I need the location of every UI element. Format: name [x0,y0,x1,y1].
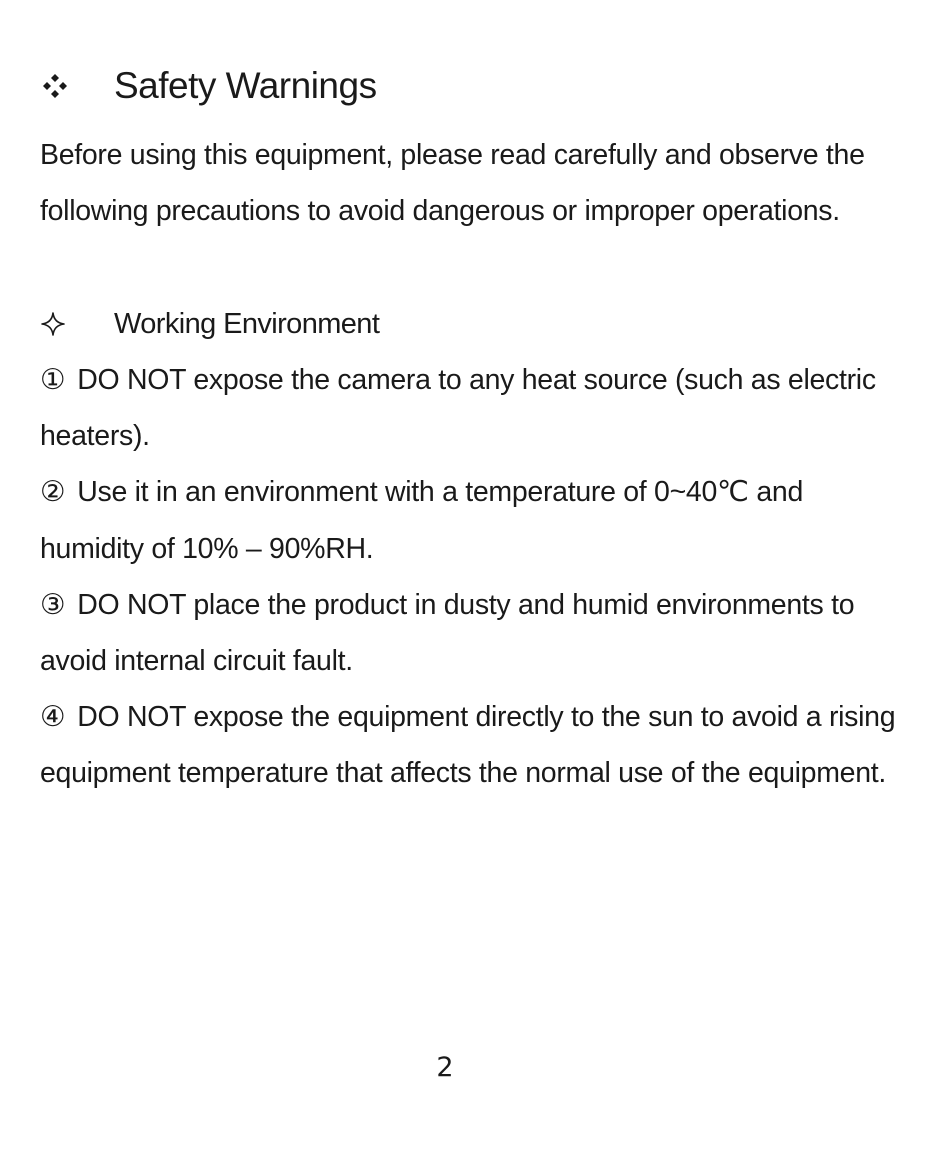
four-diamond-bullet-icon [40,71,70,101]
item-text: Use it in an environment with a temperature of 0~40℃ and humidity of 10% – 90%RH. [40,476,803,565]
list-item [40,352,910,464]
four-point-star-outline-icon [40,311,66,337]
subsection-heading [40,296,379,352]
page-title: Safety Warnings [114,65,377,106]
item-number: ① [40,364,66,396]
item-text: DO NOT expose the camera to any heat source (such as electric heaters). [40,364,876,453]
intro-paragraph: Before using this equipment, please read carefully and observe the following precautions to avoid dangerous or improper operations. [40,139,865,228]
page-number: 2 [436,1052,454,1083]
item-text: DO NOT expose the equipment directly to the sun to avoid a rising equipment temperature that affects the normal use of the equipment. [40,701,896,790]
list-item [40,577,910,689]
item-number: ③ [40,588,66,621]
section-heading [40,58,377,114]
list-item [40,689,910,801]
item-text: DO NOT place the product in dusty and humid environments to avoid internal circuit fault. [40,588,855,678]
subsection-title: Working Environment [114,307,380,340]
item-number: ② [40,476,66,509]
list-item [40,464,910,576]
item-number: ④ [40,701,66,734]
precaution-list [40,352,910,802]
